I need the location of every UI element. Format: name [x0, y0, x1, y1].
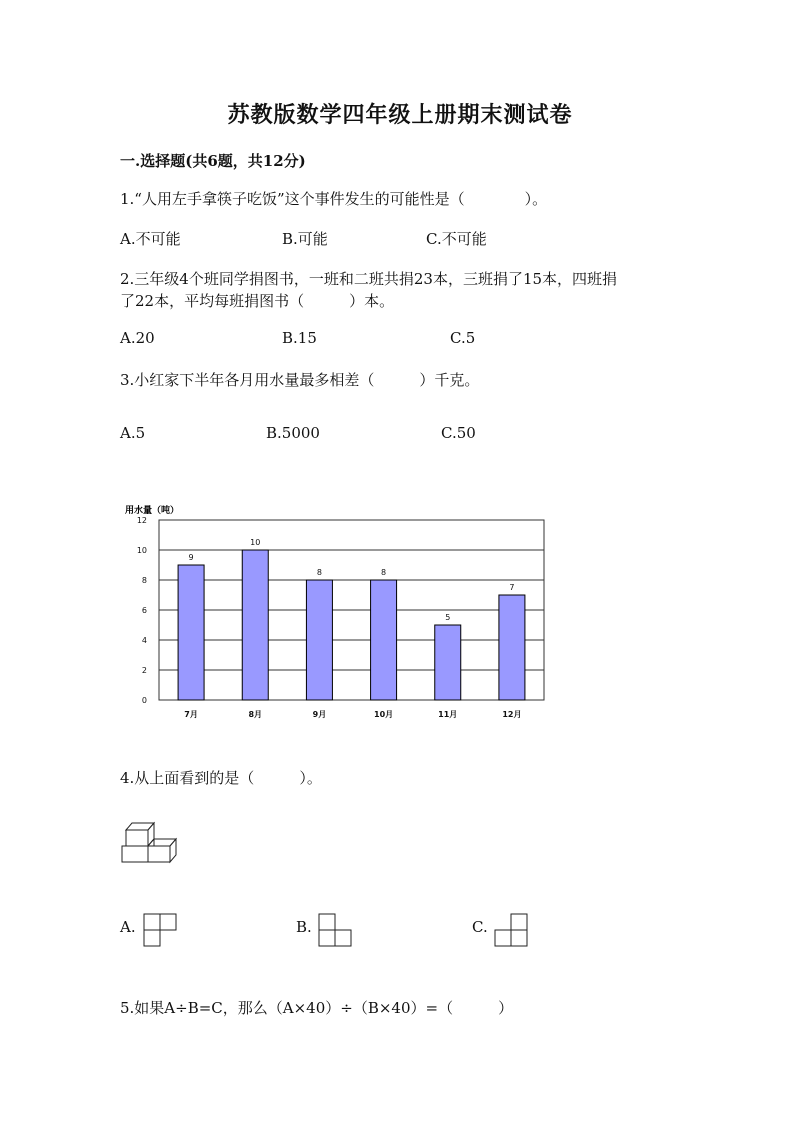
bar [178, 565, 204, 700]
option-b-grid-figure [318, 913, 354, 949]
y-tick-label: 12 [136, 516, 147, 525]
question-3-option-a: A.5 [120, 424, 146, 442]
question-3-stem: 3.小红家下半年各月用水量最多相差（ ）千克。 [120, 371, 480, 389]
question-2-stem-line-2: 了22本，平均每班捐图书（ ）本。 [120, 292, 395, 310]
y-tick-label: 6 [141, 606, 147, 615]
bar [242, 550, 268, 700]
y-tick-label: 4 [141, 636, 147, 645]
question-2-stem-line-1: 2.三年级4个班同学捐图书，一班和二班共捐23本，三班捐了15本，四班捐 [120, 270, 618, 288]
question-1-option-c: C.不可能 [426, 230, 487, 248]
question-4-option-b: B. [296, 918, 312, 936]
question-2-option-c: C.5 [450, 329, 476, 347]
question-1-option-b: B.可能 [282, 230, 328, 248]
x-tick-label: 7月 [184, 710, 198, 719]
stacked-cubes-figure [118, 820, 180, 868]
question-4-stem: 4.从上面看到的是（ ）。 [120, 769, 322, 787]
question-5-stem: 5.如果A÷B=C，那么（A×40）÷（B×40）=（ ） [120, 999, 514, 1017]
x-tick-label: 11月 [438, 710, 458, 719]
bar-value-label: 9 [188, 553, 194, 562]
question-2-option-b: B.15 [282, 329, 317, 347]
water-usage-bar-chart [115, 500, 555, 728]
x-tick-label: 10月 [374, 710, 394, 719]
question-1-option-a: A.不可能 [120, 230, 181, 248]
bar-value-label: 10 [250, 538, 261, 547]
bar [371, 580, 397, 700]
section-heading: 一.选择题(共6题，共12分) [120, 152, 306, 170]
option-a-grid-figure [143, 913, 179, 949]
y-tick-label: 0 [141, 696, 147, 705]
question-1-stem: 1.“人用左手拿筷子吃饭”这个事件发生的可能性是（ ）。 [120, 190, 548, 208]
bar [499, 595, 525, 700]
chart-y-axis-label: 用水量（吨） [125, 506, 180, 516]
question-4-option-a: A. [120, 918, 136, 936]
question-3-option-c: C.50 [441, 424, 476, 442]
page-title: 苏教版数学四年级上册期末测试卷 [227, 102, 573, 128]
y-tick-label: 2 [141, 666, 147, 675]
bar [435, 625, 461, 700]
x-tick-label: 12月 [502, 710, 522, 719]
bar-value-label: 8 [381, 568, 387, 577]
y-tick-label: 8 [141, 576, 147, 585]
bar [306, 580, 332, 700]
bar-value-label: 5 [445, 613, 451, 622]
bar-value-label: 7 [509, 583, 515, 592]
question-3-option-b: B.5000 [266, 424, 320, 442]
question-4-option-c: C. [472, 918, 488, 936]
question-2-option-a: A.20 [120, 329, 155, 347]
bar-value-label: 8 [316, 568, 322, 577]
x-tick-label: 9月 [312, 710, 327, 719]
y-tick-label: 10 [136, 546, 147, 555]
option-c-grid-figure [494, 913, 530, 949]
x-tick-label: 8月 [248, 710, 263, 719]
